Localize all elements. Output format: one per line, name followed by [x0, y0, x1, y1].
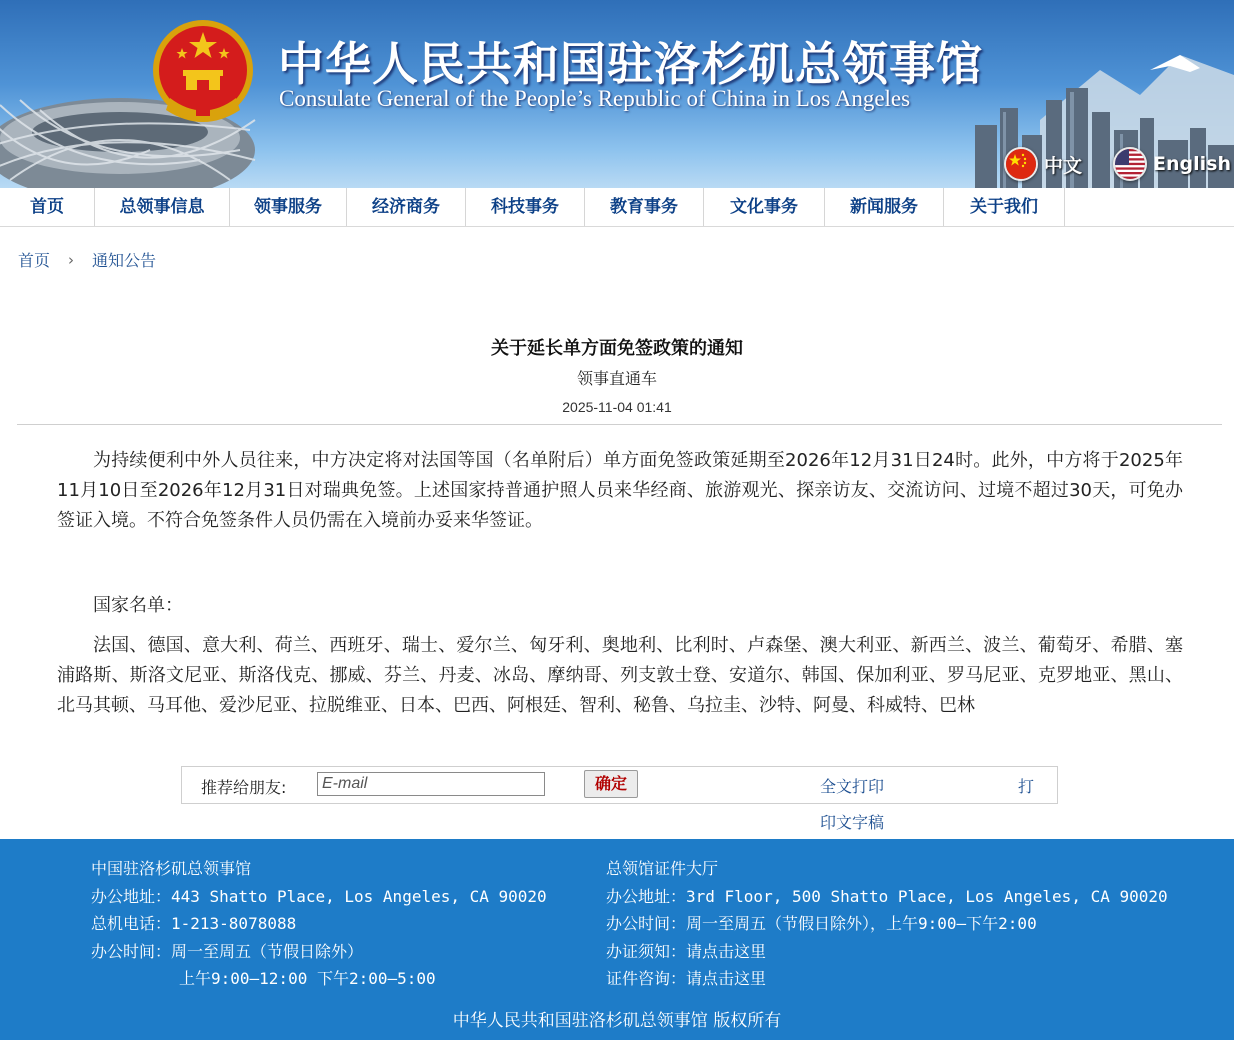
footer-hall-consult-row	[606, 965, 1168, 993]
main-navigation	[0, 188, 1234, 227]
footer-consulate-address: 办公地址：443 Shatto Place, Los Angeles, CA 90020	[91, 886, 547, 906]
footer-hall-consult-label: 证件咨询：	[606, 969, 687, 988]
footer-consulate-hours-detail: 上午9:00—12:00 下午2:00—5:00	[179, 969, 436, 988]
language-chinese-label: 中文	[1044, 154, 1083, 177]
header-banner	[0, 0, 1234, 188]
nav-item-consular-services[interactable]: 领事服务	[230, 188, 347, 226]
footer-hall-address: 办公地址：3rd Floor, 500 Shatto Place, Los Angeles, CA 90020	[606, 886, 1168, 906]
nav-item-consul-general-info[interactable]: 总领事信息	[95, 188, 230, 226]
us-flag-icon	[1113, 147, 1147, 181]
print-full-text-link[interactable]: 全文打印	[820, 777, 885, 796]
nav-item-home[interactable]: 首页	[0, 188, 95, 226]
footer-copyright: 中华人民共和国驻洛杉矶总领事馆 版权所有	[452, 1011, 782, 1031]
language-chinese-link[interactable]	[1004, 148, 1082, 180]
article-paragraph-intro: 为持续便利中外人员往来，中方决定将对法国等国（名单附后）单方面免签政策延期至2026年12月31日24时。此外，中方将于2025年11月10日至2026年12月31日对瑞典免签。上述国家持普通护照人员来华经商、旅游观光、探亲访友、交流访问、过境不超过30天，可免办签证入境。不符合免签条件人员仍需在入境前办妥来华签证。	[57, 450, 1183, 531]
article-paragraph-country-list: 法国、德国、意大利、荷兰、西班牙、瑞士、爱尔兰、匈牙利、奥地利、比利时、卢森堡、澳大利亚、新西兰、波兰、葡萄牙、希腊、塞浦路斯、斯洛文尼亚、斯洛伐克、挪威、芬兰、丹麦、冰岛、摩纳哥、列支敦士登、安道尔、韩国、保加利亚、罗马尼亚、克罗地亚、黑山、北马其顿、马耳他、爱沙尼亚、拉脱维亚、日本、巴西、阿根廷、智利、秘鲁、乌拉圭、沙特、阿曼、科威特、巴林	[57, 635, 1183, 716]
confirm-button[interactable]: 确定	[584, 770, 638, 798]
nav-item-culture[interactable]: 文化事务	[704, 188, 825, 226]
nav-item-economic-commerce[interactable]: 经济商务	[347, 188, 466, 226]
chevron-right-icon: ›	[68, 250, 75, 269]
article-body	[57, 446, 1183, 721]
email-field[interactable]	[317, 772, 545, 796]
footer-consulate-info	[91, 855, 547, 993]
national-emblem-icon	[150, 18, 256, 134]
share-bar	[181, 766, 1058, 804]
footer-consulate-phone: 总机电话：1-213-8078088	[91, 914, 297, 933]
nav-item-science-technology[interactable]: 科技事务	[466, 188, 585, 226]
footer-hall-notice-label: 办证须知：	[606, 941, 687, 961]
breadcrumb	[18, 248, 156, 271]
footer-hall-notice-link[interactable]: 请点击这里	[686, 941, 767, 961]
footer-consulate-hours: 办公时间：周一至周五（节假日除外）	[91, 941, 364, 961]
share-label: 推荐给朋友:	[201, 778, 287, 797]
footer-document-hall-info	[606, 855, 1168, 993]
site-title-english: Consulate General of the People’s Republic of China in Los Angeles	[279, 86, 911, 111]
footer-hall-notice-row	[606, 938, 1168, 966]
footer-consulate-name: 中国驻洛杉矶总领事馆	[91, 859, 252, 878]
print-draft-link[interactable]: 印文字稿	[820, 813, 885, 832]
footer-hall-consult-link[interactable]: 请点击这里	[686, 969, 767, 988]
print-link[interactable]: 打	[1018, 777, 1035, 796]
nav-item-news[interactable]: 新闻服务	[825, 188, 944, 226]
article-title: 关于延长单方面免签政策的通知	[491, 338, 743, 359]
site-title-chinese: 中华人民共和国驻洛杉矶总领事馆	[278, 37, 983, 91]
article-divider	[17, 424, 1222, 425]
article-paragraph-country-list-heading: 国家名单：	[93, 595, 183, 616]
nav-item-education[interactable]: 教育事务	[585, 188, 704, 226]
article-date: 2025-11-04 01:41	[562, 399, 672, 415]
language-english-link[interactable]	[1113, 148, 1231, 180]
language-english-label: English	[1153, 153, 1231, 175]
china-flag-icon	[1004, 147, 1038, 181]
article-source: 领事直通车	[576, 369, 657, 388]
breadcrumb-home-link[interactable]: 首页	[18, 251, 51, 270]
site-footer	[0, 839, 1234, 1040]
breadcrumb-notices-link[interactable]: 通知公告	[92, 251, 157, 270]
nav-item-about-us[interactable]: 关于我们	[944, 188, 1065, 226]
footer-hall-name: 总领馆证件大厅	[606, 859, 719, 878]
footer-hall-hours: 办公时间：周一至周五（节假日除外），上午9:00—下午2:00	[606, 914, 1037, 933]
